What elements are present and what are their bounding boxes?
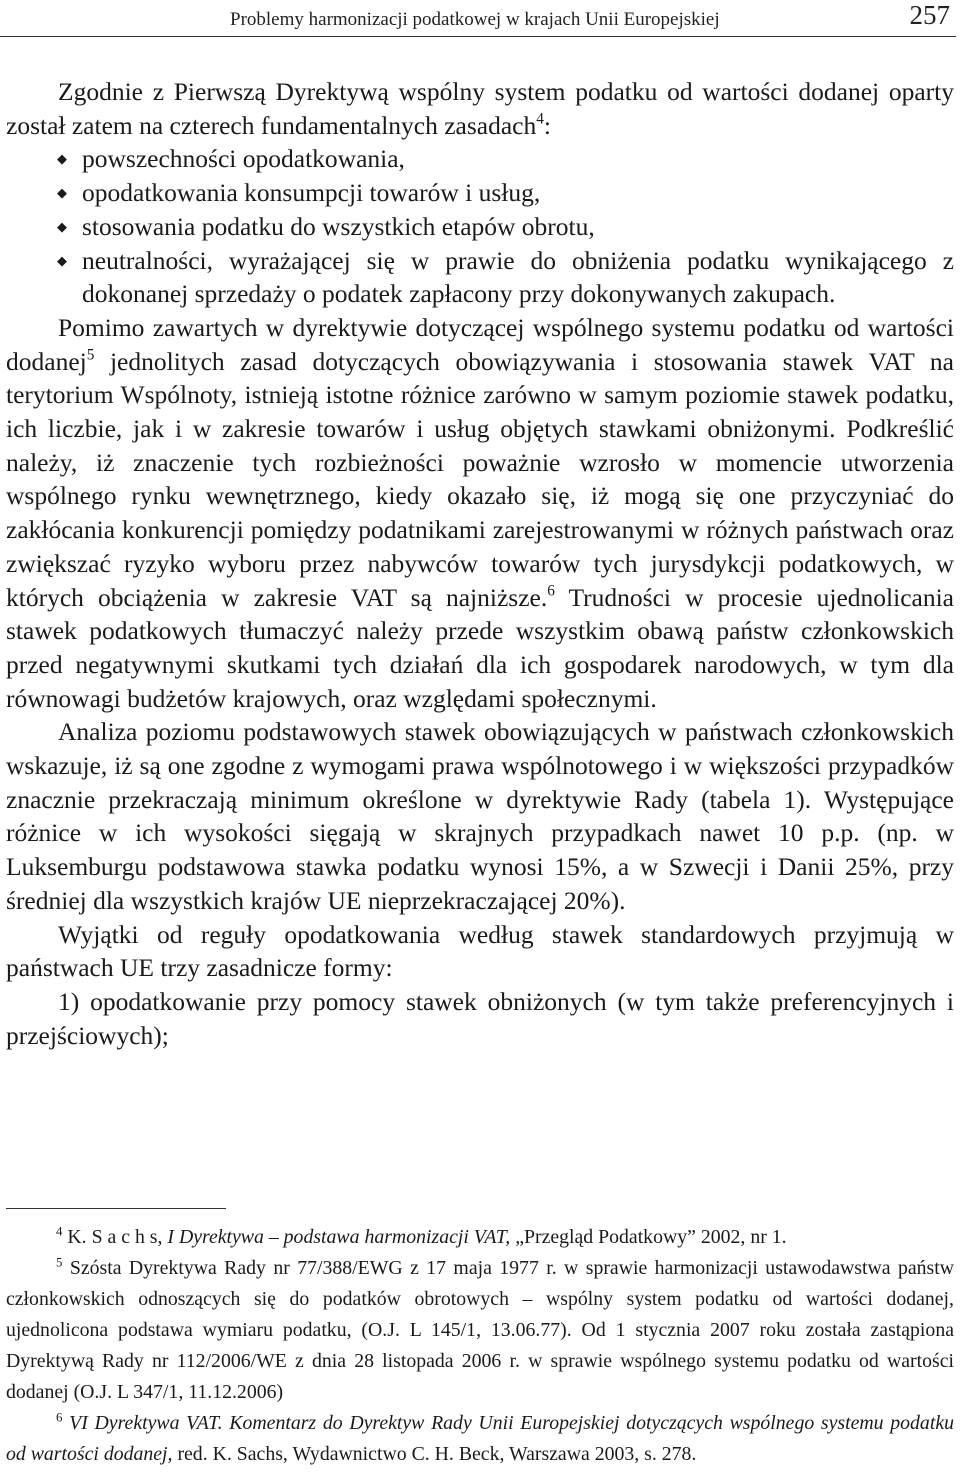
- footnotes: [6, 1222, 954, 1470]
- paragraph-2-part-a: Pomimo zawartych w dyrektywie dotyczącej wspólnego systemu podatku od wartości dodanej: [6, 312, 954, 376]
- list-item-text: neutralności, wyrażającej się w prawie do obniżenia podatku wynikającego z dokonanej sprzedaży o podatek zapłacony przy dokonywanych zakupach.: [82, 245, 954, 309]
- paragraph-5: 1) opodatkowanie przy pomocy stawek obniżonych (w tym także preferencyjnych i przejściowych);: [6, 986, 954, 1050]
- footnote-ref-4[interactable]: 4: [536, 110, 544, 127]
- running-head: Problemy harmonizacji podatkowej w krajach Unii Europejskiej: [230, 9, 720, 30]
- paragraph-1-colon: :: [543, 110, 551, 140]
- bullet-diamond-icon: ◆: [57, 151, 67, 167]
- list-item-text: powszechności opodatkowania,: [82, 144, 405, 174]
- footnote-6-title: VI Dyrektywa VAT. Komentarz do Dyrektyw Rady Unii Europejskiej dotyczących wspólnego systemu podatku od wartości dodanej,: [6, 1412, 954, 1465]
- footnote-4-rest: „Przegląd Podatkowy” 2002, nr 1.: [510, 1226, 787, 1248]
- page-number: 257: [909, 0, 950, 30]
- paragraph-2-part-c: Trudności w procesie ujednolicania stawek podatkowych tłumaczyć należy przede wszystkim obawą państw członkowskich przed negatywnymi skutkami tych działań dla ich gospodarek narodowych, w tym dla równowagi budżetów krajowych, oraz względami społecznymi.: [6, 582, 954, 713]
- footnote-4-author: K. S a c h s,: [67, 1226, 163, 1248]
- page-header: [0, 0, 960, 38]
- footnote-number: 5: [56, 1255, 63, 1270]
- footnote-ref-5[interactable]: 5: [86, 345, 95, 363]
- footnote-6: [6, 1408, 954, 1470]
- list-item: [6, 210, 954, 244]
- footnote-5: [6, 1253, 954, 1408]
- bullet-diamond-icon: ◆: [57, 252, 67, 268]
- bullet-diamond-icon: ◆: [57, 185, 67, 201]
- paragraph-1-text: Zgodnie z Pierwszą Dyrektywą wspólny system podatku od wartości dodanej oparty został zatem na czterech fundamentalnych zasadach: [6, 77, 954, 140]
- principles-list: [6, 142, 954, 311]
- list-item-text: stosowania podatku do wszystkich etapów obrotu,: [82, 211, 595, 241]
- bullet-diamond-icon: ◆: [57, 218, 67, 234]
- footnote-ref-6[interactable]: 6: [547, 581, 555, 599]
- paragraph-3: Analiza poziomu podstawowych stawek obowiązujących w państwach członkowskich wskazuje, iż są one zgodne z wymogami prawa wspólnotowego i w większości przypadków znacznie przekraczają minimum określone w dyrektywie Rady (tabela 1). Występujące różnice w ich wysokości sięgają w skrajnych przypadkach nawet 10 p.p. (np. w Luksemburgu podstawowa stawka podatku wynosi 15%, a w Szwecji i Danii 25%, przy średniej dla wszystkich krajów UE nieprzekraczającej 20%).: [6, 717, 954, 915]
- header-rule: [0, 36, 956, 37]
- paragraph-1: [6, 75, 954, 142]
- paragraph-2: [6, 311, 954, 715]
- footnote-6-rest: red. K. Sachs, Wydawnictwo C. H. Beck, Warszawa 2003, s. 278.: [172, 1443, 697, 1465]
- footnote-number: 6: [56, 1410, 63, 1425]
- paragraph-2-part-b: jednolitych zasad dotyczących obowiązywania i stosowania stawek VAT na terytorium Wspólnoty, istnieją istotne różnice zarówno w samym poziomie stawek podatku, ich liczbie, jak i w zakresie towarów i usług objętych stawkami obniżonymi. Podkreślić należy, iż znaczenie tych rozbieżności poważnie wzrosło w momencie utworzenia wspólnego rynku wewnętrznego, kiedy okazało się, iż mogą się one przyczyniać do zakłócania konkurencji pomiędzy podatnikami zarejestrowanymi w różnych państwach oraz zwiększać ryzyko wyboru przez nabywców towarów tych jurysdykcji podatkowych, w których obciążenia w zakresie VAT są najniższe.: [6, 346, 954, 612]
- footnote-separator: [6, 1208, 226, 1209]
- paragraph-4: Wyjątki od reguły opodatkowania według stawek standardowych przyjmują w państwach UE trzy zasadnicze formy:: [6, 919, 954, 983]
- list-item: [6, 176, 954, 210]
- footnote-5-text: Szósta Dyrektywa Rady nr 77/388/EWG z 17 maja 1977 r. w sprawie harmonizacji ustawodawstwa państw członkowskich odnoszących się do podatków obrotowych – wspólny system podatku od wartości dodanej, ujednolicona podstawa wymiaru podatku, (O.J. L 145/1, 13.06.77). Od 1 stycznia 2007 roku została zastąpiona Dyrektywą Rady nr 112/2006/WE z dnia 28 listopada 2006 r. w sprawie wspólnego systemu podatku od wartości dodanej (O.J. L 347/1, 11.12.2006): [6, 1257, 954, 1403]
- footnote-4: [6, 1222, 954, 1253]
- list-item: [6, 244, 954, 311]
- footnote-4-title: I Dyrektywa – podstawa harmonizacji VAT,: [167, 1226, 511, 1248]
- list-item-text: opodatkowania konsumpcji towarów i usług,: [82, 178, 541, 208]
- body-text: [6, 75, 954, 1052]
- list-item: [6, 142, 954, 176]
- footnote-number: 4: [56, 1224, 63, 1239]
